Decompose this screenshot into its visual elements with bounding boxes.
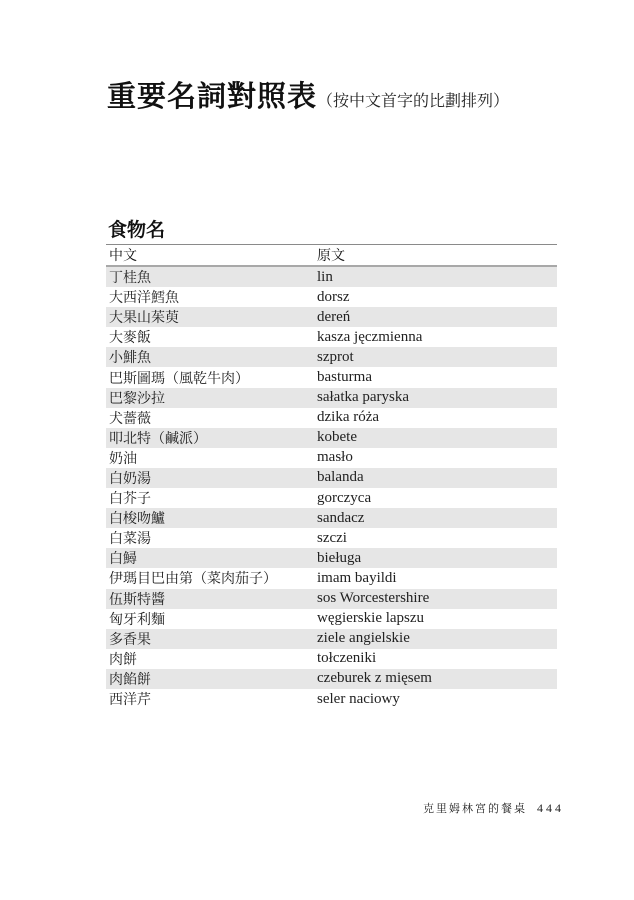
cell-chinese: 犬薔薇 [109, 410, 151, 427]
cell-chinese: 白菜湯 [109, 531, 151, 548]
cell-original: dorsz [317, 288, 350, 305]
table-row [106, 367, 557, 387]
table-row [106, 488, 557, 508]
footer-page-number: 444 [537, 801, 564, 815]
header-chinese: 中文 [109, 248, 137, 264]
cell-chinese: 白梭吻鱸 [109, 511, 165, 528]
table-row [106, 508, 557, 528]
table-row [106, 649, 557, 669]
table-body [106, 267, 557, 709]
cell-original: sos Worcestershire [317, 590, 430, 607]
table-row [106, 347, 557, 367]
title-subtitle: （按中文首字的比劃排列） [317, 91, 510, 110]
cell-chinese: 小鯡魚 [109, 350, 151, 367]
table-row [106, 307, 557, 327]
cell-original: imam bayildi [317, 569, 397, 586]
cell-original: lin [317, 268, 333, 285]
page-title [107, 74, 509, 115]
cell-original: dzika róża [317, 409, 380, 426]
cell-chinese: 大果山茱萸 [109, 310, 179, 327]
cell-chinese: 白奶湯 [109, 470, 151, 487]
cell-original: szprot [317, 348, 354, 365]
cell-original: basturma [317, 369, 372, 386]
cell-chinese: 奶油 [109, 450, 137, 467]
cell-chinese: 匈牙利麵 [109, 611, 165, 628]
cell-chinese: 白鱘 [109, 551, 137, 568]
cell-chinese: 丁桂魚 [109, 270, 151, 287]
table-row [106, 267, 557, 287]
table-row [106, 589, 557, 609]
cell-chinese: 巴斯圖瑪（風乾牛肉） [109, 370, 249, 387]
cell-original: gorczyca [317, 489, 372, 506]
cell-chinese: 大西洋鱈魚 [109, 290, 179, 307]
table-row [106, 408, 557, 428]
cell-original: czeburek z mięsem [317, 670, 432, 687]
table-row [106, 548, 557, 568]
table-row [106, 428, 557, 448]
cell-original: bieługa [317, 549, 362, 566]
section-title: 食物名 [108, 219, 166, 241]
cell-chinese: 伍斯特醬 [109, 591, 165, 608]
title-main: 重要名詞對照表 [107, 79, 318, 113]
cell-chinese: 白芥子 [109, 491, 151, 508]
cell-original: dereń [317, 308, 351, 325]
table-row [106, 568, 557, 588]
table-row [106, 629, 557, 649]
cell-original: tołczeniki [317, 650, 377, 667]
header-original: 原文 [317, 248, 345, 264]
cell-original: sałatka paryska [317, 389, 410, 406]
table-row [106, 388, 557, 408]
table-row [106, 448, 557, 468]
cell-original: szczi [317, 529, 347, 546]
table-row [106, 669, 557, 689]
cell-chinese: 叩北特（鹹派） [109, 430, 207, 447]
cell-original: sandacz [317, 509, 365, 526]
table-header [106, 245, 557, 267]
page-footer [423, 800, 564, 816]
footer-book-title: 克里姆林宮的餐桌 [423, 802, 527, 815]
table-row [106, 327, 557, 347]
table-row [106, 528, 557, 548]
cell-original: seler naciowy [317, 690, 400, 707]
cell-original: kobete [317, 429, 357, 446]
table-row [106, 609, 557, 629]
cell-original: węgierskie lapszu [317, 610, 425, 627]
table-row [106, 689, 557, 709]
cell-chinese: 巴黎沙拉 [109, 390, 165, 407]
cell-chinese: 伊瑪目巴由第（菜肉茄子） [109, 571, 277, 588]
table-row [106, 468, 557, 488]
cell-chinese: 多香果 [109, 631, 151, 648]
cell-original: masło [317, 449, 353, 466]
cell-original: balanda [317, 469, 364, 486]
cell-original: ziele angielskie [317, 630, 410, 647]
cell-chinese: 肉餅 [109, 651, 137, 668]
cell-chinese: 西洋芹 [109, 692, 151, 709]
cell-chinese: 大麥飯 [109, 330, 151, 347]
table-row [106, 287, 557, 307]
cell-chinese: 肉餡餅 [109, 671, 151, 688]
glossary-table [106, 244, 557, 709]
cell-original: kasza jęczmienna [317, 328, 423, 345]
